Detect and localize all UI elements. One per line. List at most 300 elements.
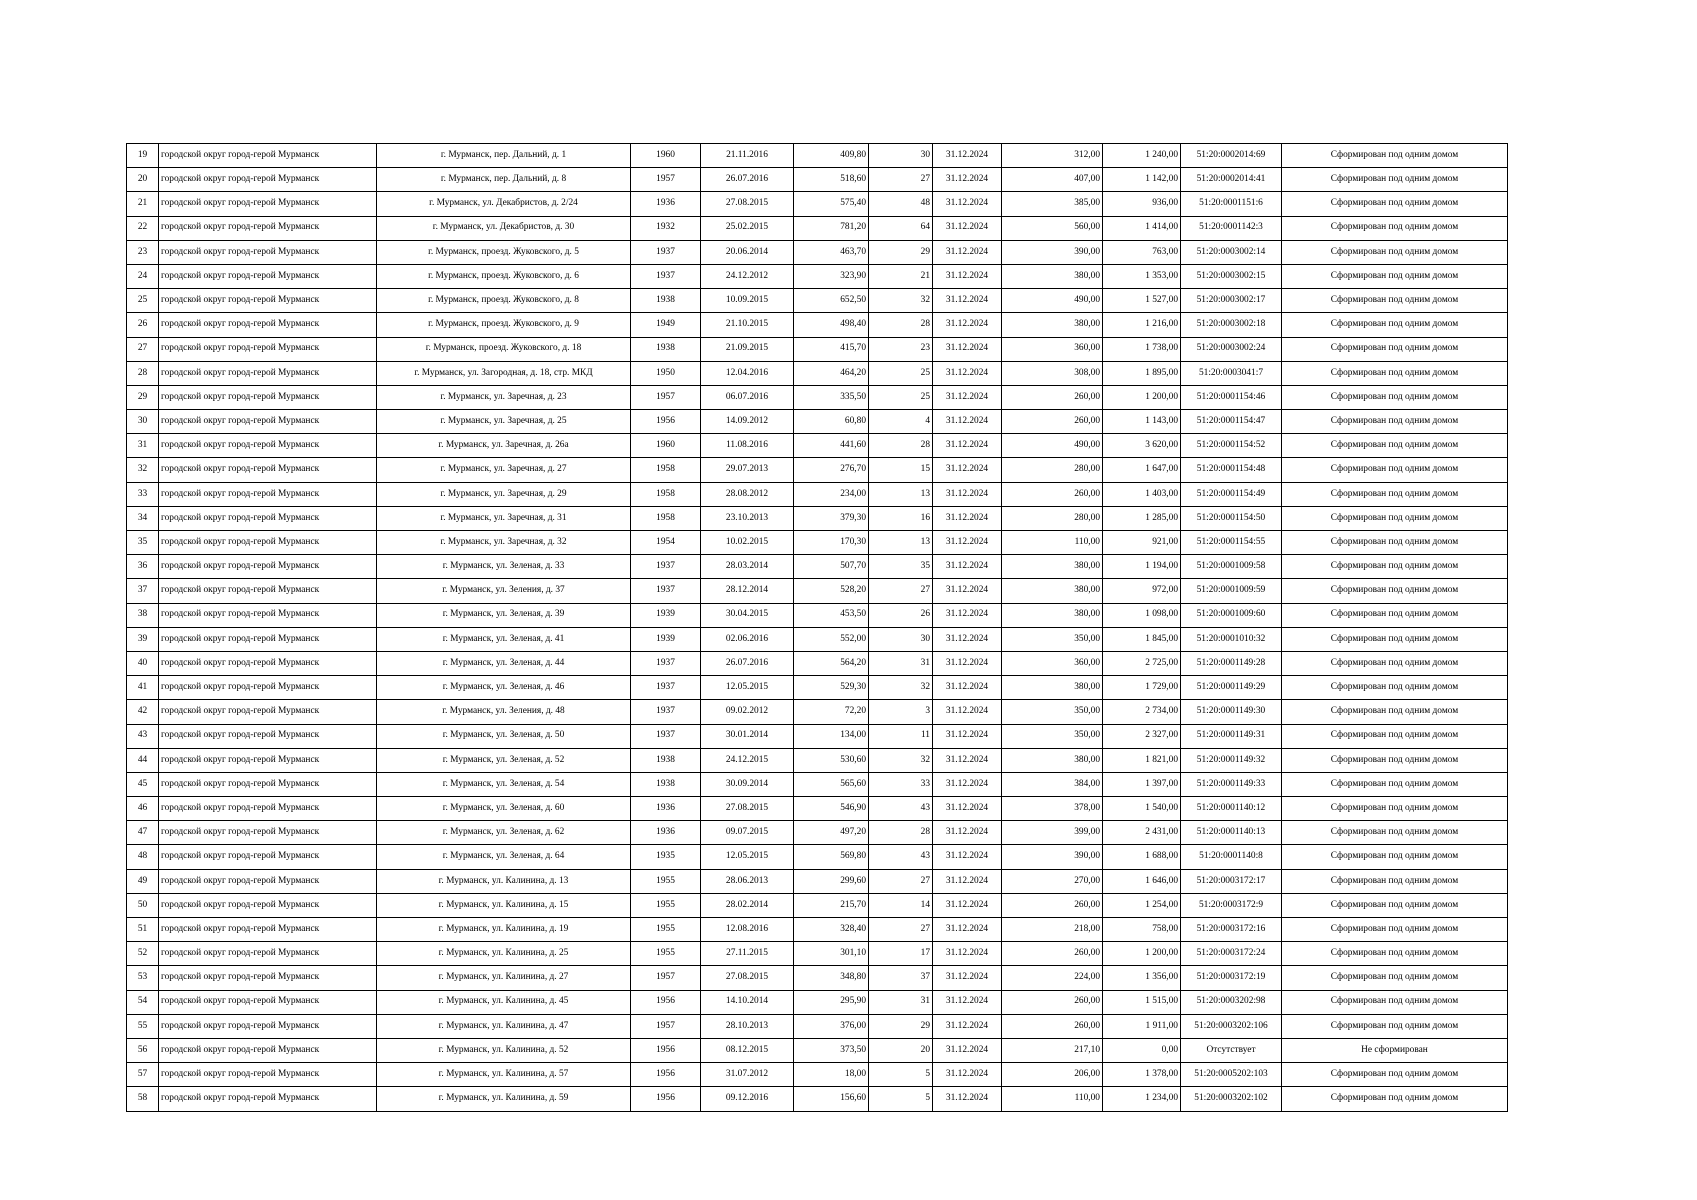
cell-land-status: Сформирован под одним домом [1282, 990, 1508, 1014]
cell-deadline-date: 31.12.2024 [933, 410, 1002, 434]
cell-cadastral-number: 51:20:0001149:33 [1181, 772, 1282, 796]
cell-apartments-count: 25 [869, 361, 933, 385]
cell-row-number: 46 [127, 797, 159, 821]
cell-municipality: городской округ город-герой Мурманск [159, 579, 377, 603]
cell-land-area: 1 234,00 [1103, 1087, 1181, 1111]
cell-land-value: 260,00 [1002, 990, 1103, 1014]
table-row [127, 531, 1508, 555]
cell-land-status: Сформирован под одним домом [1282, 1014, 1508, 1038]
cell-area: 518,60 [794, 168, 869, 192]
cell-inspection-date: 26.07.2016 [701, 651, 794, 675]
table-row [127, 144, 1508, 168]
cell-municipality: городской округ город-герой Мурманск [159, 869, 377, 893]
cell-municipality: городской округ город-герой Мурманск [159, 603, 377, 627]
table-row [127, 192, 1508, 216]
cell-land-area: 3 620,00 [1103, 434, 1181, 458]
cell-address: г. Мурманск, проезд. Жуковского, д. 18 [377, 337, 631, 361]
cell-address: г. Мурманск, ул. Заречная, д. 25 [377, 410, 631, 434]
cell-inspection-date: 21.11.2016 [701, 144, 794, 168]
cell-land-value: 407,00 [1002, 168, 1103, 192]
cell-deadline-date: 31.12.2024 [933, 482, 1002, 506]
cell-inspection-date: 12.04.2016 [701, 361, 794, 385]
cell-address: г. Мурманск, ул. Зеленая, д. 52 [377, 748, 631, 772]
cell-address: г. Мурманск, ул. Зеленая, д. 60 [377, 797, 631, 821]
cell-year-built: 1957 [631, 1014, 701, 1038]
cell-address: г. Мурманск, ул. Зеленая, д. 41 [377, 627, 631, 651]
cell-land-value: 350,00 [1002, 724, 1103, 748]
cell-land-value: 385,00 [1002, 192, 1103, 216]
cell-area: 170,30 [794, 531, 869, 555]
cell-area: 328,40 [794, 918, 869, 942]
cell-land-area: 1 143,00 [1103, 410, 1181, 434]
cell-land-area: 1 200,00 [1103, 385, 1181, 409]
cell-area: 453,50 [794, 603, 869, 627]
cell-land-status: Сформирован под одним домом [1282, 918, 1508, 942]
table-row [127, 216, 1508, 240]
cell-inspection-date: 20.06.2014 [701, 240, 794, 264]
cell-land-area: 1 285,00 [1103, 506, 1181, 530]
cell-row-number: 30 [127, 410, 159, 434]
cell-cadastral-number: 51:20:0001149:28 [1181, 651, 1282, 675]
cell-area: 528,20 [794, 579, 869, 603]
cell-land-status: Сформирован под одним домом [1282, 893, 1508, 917]
cell-inspection-date: 02.06.2016 [701, 627, 794, 651]
cell-land-status: Сформирован под одним домом [1282, 748, 1508, 772]
cell-land-value: 280,00 [1002, 506, 1103, 530]
cell-deadline-date: 31.12.2024 [933, 1087, 1002, 1111]
cell-land-value: 350,00 [1002, 627, 1103, 651]
cell-address: г. Мурманск, ул. Заречная, д. 23 [377, 385, 631, 409]
cell-address: г. Мурманск, проезд. Жуковского, д. 9 [377, 313, 631, 337]
cell-deadline-date: 31.12.2024 [933, 603, 1002, 627]
cell-year-built: 1937 [631, 676, 701, 700]
table-row [127, 772, 1508, 796]
cell-year-built: 1938 [631, 289, 701, 313]
cell-land-area: 1 515,00 [1103, 990, 1181, 1014]
cell-deadline-date: 31.12.2024 [933, 289, 1002, 313]
cell-municipality: городской округ город-герой Мурманск [159, 434, 377, 458]
table-row [127, 482, 1508, 506]
cell-address: г. Мурманск, ул. Калинина, д. 13 [377, 869, 631, 893]
table-row [127, 966, 1508, 990]
cell-area: 234,00 [794, 482, 869, 506]
cell-land-value: 270,00 [1002, 869, 1103, 893]
cell-year-built: 1938 [631, 748, 701, 772]
cell-area: 18,00 [794, 1063, 869, 1087]
cell-land-area: 1 738,00 [1103, 337, 1181, 361]
cell-land-area: 1 240,00 [1103, 144, 1181, 168]
cell-row-number: 41 [127, 676, 159, 700]
cell-year-built: 1956 [631, 1087, 701, 1111]
cell-year-built: 1955 [631, 918, 701, 942]
cell-inspection-date: 12.08.2016 [701, 918, 794, 942]
cell-row-number: 27 [127, 337, 159, 361]
cell-land-area: 1 194,00 [1103, 555, 1181, 579]
table-row [127, 724, 1508, 748]
cell-apartments-count: 5 [869, 1063, 933, 1087]
cell-row-number: 36 [127, 555, 159, 579]
cell-address: г. Мурманск, ул. Калинина, д. 19 [377, 918, 631, 942]
cell-apartments-count: 21 [869, 264, 933, 288]
cell-land-area: 921,00 [1103, 531, 1181, 555]
cell-row-number: 40 [127, 651, 159, 675]
cell-row-number: 31 [127, 434, 159, 458]
cell-deadline-date: 31.12.2024 [933, 869, 1002, 893]
table-row [127, 168, 1508, 192]
cell-cadastral-number: 51:20:0001154:46 [1181, 385, 1282, 409]
cell-area: 546,90 [794, 797, 869, 821]
cell-row-number: 20 [127, 168, 159, 192]
cell-cadastral-number: 51:20:0001154:48 [1181, 458, 1282, 482]
cell-land-area: 1 356,00 [1103, 966, 1181, 990]
cell-area: 335,50 [794, 385, 869, 409]
cell-inspection-date: 25.02.2015 [701, 216, 794, 240]
cell-deadline-date: 31.12.2024 [933, 555, 1002, 579]
cell-inspection-date: 27.08.2015 [701, 797, 794, 821]
cell-inspection-date: 14.10.2014 [701, 990, 794, 1014]
cell-year-built: 1939 [631, 627, 701, 651]
cell-inspection-date: 28.08.2012 [701, 482, 794, 506]
cell-apartments-count: 27 [869, 168, 933, 192]
cell-municipality: городской округ город-герой Мурманск [159, 845, 377, 869]
cell-apartments-count: 23 [869, 337, 933, 361]
cell-deadline-date: 31.12.2024 [933, 942, 1002, 966]
cell-land-status: Сформирован под одним домом [1282, 1087, 1508, 1111]
cell-deadline-date: 31.12.2024 [933, 676, 1002, 700]
cell-deadline-date: 31.12.2024 [933, 1063, 1002, 1087]
cell-year-built: 1937 [631, 579, 701, 603]
cell-cadastral-number: 51:20:0001140:8 [1181, 845, 1282, 869]
cell-row-number: 34 [127, 506, 159, 530]
cell-land-status: Сформирован под одним домом [1282, 700, 1508, 724]
cell-cadastral-number: 51:20:0002014:69 [1181, 144, 1282, 168]
cell-address: г. Мурманск, ул. Зеленая, д. 62 [377, 821, 631, 845]
cell-apartments-count: 48 [869, 192, 933, 216]
cell-land-area: 1 216,00 [1103, 313, 1181, 337]
cell-year-built: 1960 [631, 434, 701, 458]
cell-apartments-count: 20 [869, 1038, 933, 1062]
cell-apartments-count: 33 [869, 772, 933, 796]
cell-municipality: городской округ город-герой Мурманск [159, 651, 377, 675]
cell-address: г. Мурманск, ул. Декабристов, д. 2/24 [377, 192, 631, 216]
cell-municipality: городской округ город-герой Мурманск [159, 990, 377, 1014]
cell-cadastral-number: 51:20:0003202:106 [1181, 1014, 1282, 1038]
cell-row-number: 58 [127, 1087, 159, 1111]
cell-inspection-date: 28.12.2014 [701, 579, 794, 603]
cell-land-value: 380,00 [1002, 555, 1103, 579]
cell-row-number: 19 [127, 144, 159, 168]
cell-area: 497,20 [794, 821, 869, 845]
cell-row-number: 51 [127, 918, 159, 942]
cell-land-value: 217,10 [1002, 1038, 1103, 1062]
cell-apartments-count: 27 [869, 918, 933, 942]
table-row [127, 627, 1508, 651]
cell-apartments-count: 30 [869, 627, 933, 651]
cell-area: 498,40 [794, 313, 869, 337]
cell-land-area: 1 895,00 [1103, 361, 1181, 385]
cell-deadline-date: 31.12.2024 [933, 216, 1002, 240]
cell-land-value: 312,00 [1002, 144, 1103, 168]
cell-cadastral-number: 51:20:0001009:60 [1181, 603, 1282, 627]
cell-municipality: городской округ город-герой Мурманск [159, 942, 377, 966]
cell-address: г. Мурманск, ул. Зеления, д. 48 [377, 700, 631, 724]
cell-area: 464,20 [794, 361, 869, 385]
table-row [127, 410, 1508, 434]
cell-area: 379,30 [794, 506, 869, 530]
cell-municipality: городской округ город-герой Мурманск [159, 724, 377, 748]
cell-municipality: городской округ город-герой Мурманск [159, 410, 377, 434]
cell-address: г. Мурманск, проезд. Жуковского, д. 8 [377, 289, 631, 313]
cell-row-number: 55 [127, 1014, 159, 1038]
cell-cadastral-number: 51:20:0001140:13 [1181, 821, 1282, 845]
cell-land-area: 1 353,00 [1103, 264, 1181, 288]
cell-land-status: Сформирован под одним домом [1282, 168, 1508, 192]
cell-row-number: 35 [127, 531, 159, 555]
cell-row-number: 54 [127, 990, 159, 1014]
cell-row-number: 25 [127, 289, 159, 313]
cell-apartments-count: 32 [869, 748, 933, 772]
cell-inspection-date: 27.08.2015 [701, 192, 794, 216]
table-row [127, 869, 1508, 893]
cell-address: г. Мурманск, ул. Калинина, д. 15 [377, 893, 631, 917]
cell-municipality: городской округ город-герой Мурманск [159, 676, 377, 700]
cell-deadline-date: 31.12.2024 [933, 772, 1002, 796]
cell-land-area: 2 327,00 [1103, 724, 1181, 748]
cell-municipality: городской округ город-герой Мурманск [159, 1014, 377, 1038]
cell-year-built: 1956 [631, 990, 701, 1014]
cell-cadastral-number: 51:20:0003172:16 [1181, 918, 1282, 942]
cell-municipality: городской округ город-герой Мурманск [159, 240, 377, 264]
cell-cadastral-number: 51:20:0003002:17 [1181, 289, 1282, 313]
cell-municipality: городской округ город-герой Мурманск [159, 482, 377, 506]
cell-deadline-date: 31.12.2024 [933, 845, 1002, 869]
cell-land-status: Не сформирован [1282, 1038, 1508, 1062]
table-row [127, 385, 1508, 409]
cell-row-number: 53 [127, 966, 159, 990]
cell-apartments-count: 30 [869, 144, 933, 168]
cell-inspection-date: 12.05.2015 [701, 676, 794, 700]
cell-apartments-count: 27 [869, 579, 933, 603]
cell-year-built: 1956 [631, 1063, 701, 1087]
cell-row-number: 29 [127, 385, 159, 409]
cell-land-area: 1 403,00 [1103, 482, 1181, 506]
cell-land-value: 380,00 [1002, 313, 1103, 337]
cell-land-value: 390,00 [1002, 240, 1103, 264]
cell-address: г. Мурманск, пер. Дальний, д. 1 [377, 144, 631, 168]
cell-municipality: городской округ город-герой Мурманск [159, 700, 377, 724]
cell-deadline-date: 31.12.2024 [933, 651, 1002, 675]
cell-land-status: Сформирован под одним домом [1282, 942, 1508, 966]
cell-land-status: Сформирован под одним домом [1282, 506, 1508, 530]
cell-land-area: 1 397,00 [1103, 772, 1181, 796]
cell-municipality: городской округ город-герой Мурманск [159, 361, 377, 385]
cell-cadastral-number: 51:20:0001154:55 [1181, 531, 1282, 555]
table-row [127, 289, 1508, 313]
cell-deadline-date: 31.12.2024 [933, 893, 1002, 917]
cell-municipality: городской округ город-герой Мурманск [159, 506, 377, 530]
cell-apartments-count: 15 [869, 458, 933, 482]
cell-inspection-date: 28.03.2014 [701, 555, 794, 579]
cell-municipality: городской округ город-герой Мурманск [159, 144, 377, 168]
cell-land-status: Сформирован под одним домом [1282, 869, 1508, 893]
cell-address: г. Мурманск, ул. Загородная, д. 18, стр. МКД [377, 361, 631, 385]
cell-row-number: 28 [127, 361, 159, 385]
cell-year-built: 1958 [631, 482, 701, 506]
cell-inspection-date: 14.09.2012 [701, 410, 794, 434]
cell-cadastral-number: 51:20:0003002:18 [1181, 313, 1282, 337]
cell-municipality: городской округ город-герой Мурманск [159, 458, 377, 482]
cell-year-built: 1935 [631, 845, 701, 869]
table-row [127, 1014, 1508, 1038]
cell-cadastral-number: 51:20:0005202:103 [1181, 1063, 1282, 1087]
cell-apartments-count: 64 [869, 216, 933, 240]
cell-deadline-date: 31.12.2024 [933, 434, 1002, 458]
cell-cadastral-number: 51:20:0003002:14 [1181, 240, 1282, 264]
cell-land-value: 380,00 [1002, 748, 1103, 772]
table-row [127, 458, 1508, 482]
table-row [127, 313, 1508, 337]
cell-address: г. Мурманск, ул. Заречная, д. 32 [377, 531, 631, 555]
cell-land-value: 260,00 [1002, 482, 1103, 506]
cell-address: г. Мурманск, ул. Калинина, д. 52 [377, 1038, 631, 1062]
cell-land-status: Сформирован под одним домом [1282, 458, 1508, 482]
cell-area: 529,30 [794, 676, 869, 700]
cell-year-built: 1950 [631, 361, 701, 385]
table-row [127, 845, 1508, 869]
cell-cadastral-number: 51:20:0003002:24 [1181, 337, 1282, 361]
cell-year-built: 1956 [631, 1038, 701, 1062]
cell-area: 575,40 [794, 192, 869, 216]
cell-land-value: 560,00 [1002, 216, 1103, 240]
cell-land-area: 936,00 [1103, 192, 1181, 216]
cell-municipality: городской округ город-герой Мурманск [159, 313, 377, 337]
cell-year-built: 1937 [631, 651, 701, 675]
cell-land-status: Сформирован под одним домом [1282, 289, 1508, 313]
cell-year-built: 1936 [631, 797, 701, 821]
cell-apartments-count: 35 [869, 555, 933, 579]
cell-deadline-date: 31.12.2024 [933, 240, 1002, 264]
cell-cadastral-number: 51:20:0003172:19 [1181, 966, 1282, 990]
cell-deadline-date: 31.12.2024 [933, 385, 1002, 409]
cell-land-area: 1 646,00 [1103, 869, 1181, 893]
cell-row-number: 43 [127, 724, 159, 748]
cell-area: 295,90 [794, 990, 869, 1014]
cell-municipality: городской округ город-герой Мурманск [159, 918, 377, 942]
cell-land-area: 2 734,00 [1103, 700, 1181, 724]
cell-apartments-count: 27 [869, 869, 933, 893]
cell-address: г. Мурманск, ул. Зеленая, д. 64 [377, 845, 631, 869]
cell-land-status: Сформирован под одним домом [1282, 337, 1508, 361]
table-row [127, 893, 1508, 917]
table-row [127, 700, 1508, 724]
cell-cadastral-number: 51:20:0003172:17 [1181, 869, 1282, 893]
cell-address: г. Мурманск, ул. Зеленая, д. 50 [377, 724, 631, 748]
cell-land-value: 399,00 [1002, 821, 1103, 845]
cell-inspection-date: 29.07.2013 [701, 458, 794, 482]
cell-row-number: 45 [127, 772, 159, 796]
cell-year-built: 1937 [631, 555, 701, 579]
cell-land-area: 2 725,00 [1103, 651, 1181, 675]
cell-area: 564,20 [794, 651, 869, 675]
table-row [127, 821, 1508, 845]
cell-deadline-date: 31.12.2024 [933, 966, 1002, 990]
cell-address: г. Мурманск, ул. Калинина, д. 27 [377, 966, 631, 990]
cell-land-status: Сформирован под одним домом [1282, 410, 1508, 434]
table-row [127, 264, 1508, 288]
cell-cadastral-number: 51:20:0001151:6 [1181, 192, 1282, 216]
cell-land-value: 260,00 [1002, 1014, 1103, 1038]
cell-municipality: городской округ город-герой Мурманск [159, 289, 377, 313]
cell-address: г. Мурманск, ул. Зеления, д. 37 [377, 579, 631, 603]
cell-inspection-date: 11.08.2016 [701, 434, 794, 458]
cell-address: г. Мурманск, ул. Калинина, д. 25 [377, 942, 631, 966]
cell-municipality: городской округ город-герой Мурманск [159, 168, 377, 192]
cell-land-value: 380,00 [1002, 676, 1103, 700]
cell-row-number: 21 [127, 192, 159, 216]
cell-address: г. Мурманск, ул. Зеленая, д. 46 [377, 676, 631, 700]
cell-inspection-date: 24.12.2012 [701, 264, 794, 288]
cell-inspection-date: 12.05.2015 [701, 845, 794, 869]
cell-land-status: Сформирован под одним домом [1282, 240, 1508, 264]
cell-row-number: 49 [127, 869, 159, 893]
cell-cadastral-number: 51:20:0003041:7 [1181, 361, 1282, 385]
cell-area: 134,00 [794, 724, 869, 748]
cell-row-number: 24 [127, 264, 159, 288]
cell-cadastral-number: 51:20:0001149:29 [1181, 676, 1282, 700]
cell-land-status: Сформирован под одним домом [1282, 531, 1508, 555]
cell-address: г. Мурманск, ул. Калинина, д. 47 [377, 1014, 631, 1038]
cell-deadline-date: 31.12.2024 [933, 506, 1002, 530]
cell-municipality: городской округ город-герой Мурманск [159, 1038, 377, 1062]
cell-cadastral-number: 51:20:0003002:15 [1181, 264, 1282, 288]
table-row [127, 1087, 1508, 1111]
table-row [127, 918, 1508, 942]
cell-land-status: Сформирован под одним домом [1282, 627, 1508, 651]
cell-inspection-date: 09.12.2016 [701, 1087, 794, 1111]
cell-land-status: Сформирован под одним домом [1282, 555, 1508, 579]
cell-cadastral-number: 51:20:0003202:98 [1181, 990, 1282, 1014]
cell-land-status: Сформирован под одним домом [1282, 313, 1508, 337]
cell-land-value: 218,00 [1002, 918, 1103, 942]
table-row [127, 337, 1508, 361]
cell-year-built: 1937 [631, 700, 701, 724]
cell-area: 463,70 [794, 240, 869, 264]
cell-cadastral-number: 51:20:0001154:49 [1181, 482, 1282, 506]
cell-deadline-date: 31.12.2024 [933, 458, 1002, 482]
cell-area: 215,70 [794, 893, 869, 917]
cell-land-status: Сформирован под одним домом [1282, 482, 1508, 506]
table-row [127, 990, 1508, 1014]
cell-inspection-date: 10.02.2015 [701, 531, 794, 555]
cell-year-built: 1937 [631, 264, 701, 288]
cell-cadastral-number: 51:20:0001009:59 [1181, 579, 1282, 603]
cell-area: 376,00 [794, 1014, 869, 1038]
cell-land-area: 1 729,00 [1103, 676, 1181, 700]
cell-land-status: Сформирован под одним домом [1282, 676, 1508, 700]
cell-land-area: 1 254,00 [1103, 893, 1181, 917]
cell-land-area: 1 540,00 [1103, 797, 1181, 821]
cell-land-area: 1 911,00 [1103, 1014, 1181, 1038]
cell-municipality: городской округ город-герой Мурманск [159, 1063, 377, 1087]
cell-land-status: Сформирован под одним домом [1282, 797, 1508, 821]
cell-area: 441,60 [794, 434, 869, 458]
cell-land-area: 758,00 [1103, 918, 1181, 942]
cell-area: 409,80 [794, 144, 869, 168]
cell-apartments-count: 13 [869, 482, 933, 506]
table-row [127, 797, 1508, 821]
cell-address: г. Мурманск, ул. Зеленая, д. 39 [377, 603, 631, 627]
cell-apartments-count: 16 [869, 506, 933, 530]
